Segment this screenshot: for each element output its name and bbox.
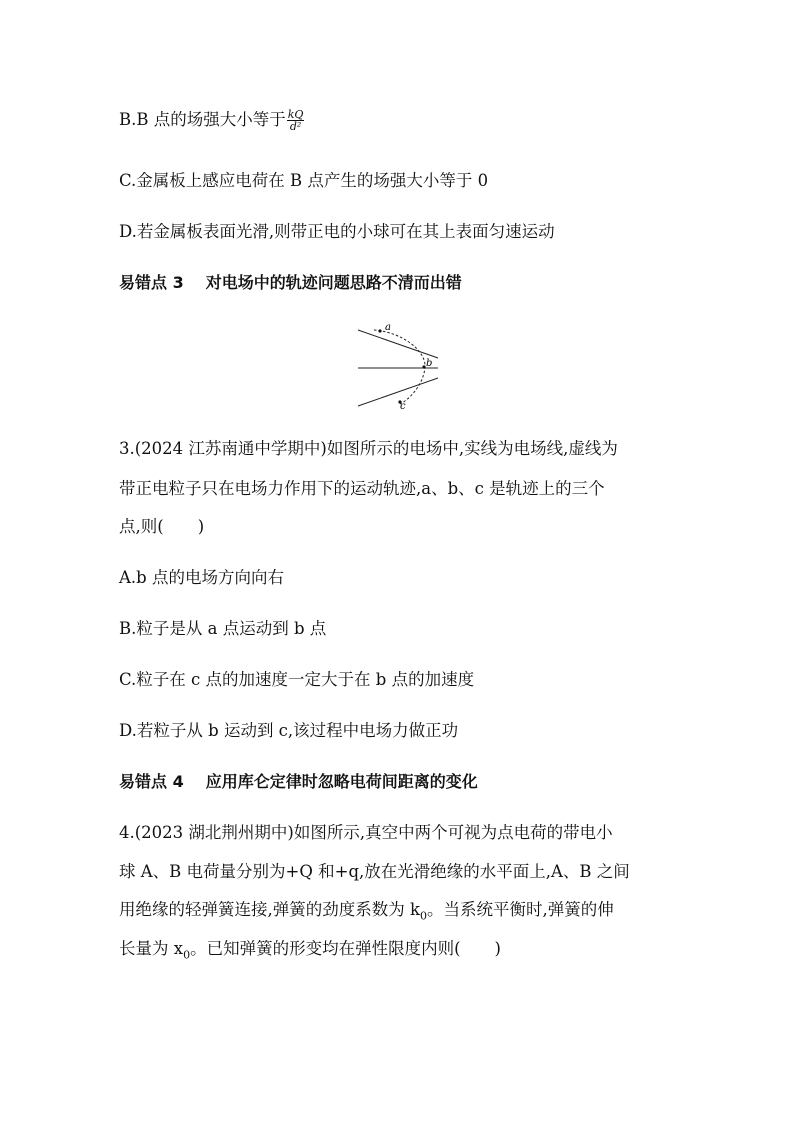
section-4-label: 易错点 4 (119, 772, 184, 791)
q3-line-3-text: 点,则( (119, 517, 164, 536)
q4-line-3-text: 用绝缘的轻弹簧连接,弹簧的劲度系数为 k (119, 900, 420, 919)
field-line-lower (358, 378, 438, 406)
q4-line-2: 球 A、B 电荷量分别为+Q 和+q,放在光滑绝缘的水平面上,A、B 之间 (119, 862, 630, 881)
section-4-title: 应用库仑定律时忽略电荷间距离的变化 (205, 772, 478, 791)
section-3-label: 易错点 3 (119, 273, 184, 292)
trajectory-dashed (374, 330, 425, 404)
q3-option-c: C.粒子在 c 点的加速度一定大于在 b 点的加速度 (119, 670, 475, 689)
section-3-title: 对电场中的轨迹问题思路不清而出错 (205, 273, 462, 292)
q4-line-3-rest: 。当系统平衡时,弹簧的伸 (427, 900, 614, 919)
option-b-prev-text: B.B 点的场强大小等于 (119, 110, 286, 129)
q3-line-2: 带正电粒子只在电场力作用下的运动轨迹,a、b、c 是轨迹上的三个 (119, 479, 605, 498)
q3-line-1: 3.(2024 江苏南通中学期中)如图所示的电场中,实线为电场线,虚线为 (119, 439, 618, 458)
q4-k-subscript: 0 (420, 909, 427, 923)
fraction-denominator: d² (289, 120, 302, 133)
q4-x-subscript: 0 (183, 948, 191, 962)
fraction-numerator: kQ (287, 108, 304, 121)
q3-option-a: A.b 点的电场方向向右 (119, 568, 284, 587)
q3-line-3 (119, 516, 204, 538)
point-c-label: c (400, 401, 406, 410)
point-b-label: b (426, 358, 433, 369)
q4-line-4-rest: 。已知弹簧的形变均在弹性限度内则( (190, 939, 461, 958)
point-a-label: a (385, 322, 391, 333)
q4-line-1: 4.(2023 湖北荆州期中)如图所示,真空中两个可视为点电荷的带电小 (119, 823, 613, 842)
field-line-upper (358, 330, 438, 358)
option-c-prev: C.金属板上感应电荷在 B 点产生的场强大小等于 0 (119, 171, 489, 190)
field-lines-trajectory-figure (356, 322, 442, 410)
point-a-dot (378, 329, 381, 332)
section-4-heading (119, 771, 478, 793)
q3-line-3-close: ) (197, 517, 205, 536)
q4-line-4-text: 长量为 x (119, 939, 184, 958)
section-3-heading (119, 272, 462, 294)
q4-line-4-close: ) (494, 939, 501, 958)
q4-line-3 (119, 899, 614, 927)
option-b-prev (119, 109, 304, 132)
q4-line-4 (119, 938, 501, 966)
q3-option-d: D.若粒子从 b 运动到 c,该过程中电场力做正功 (119, 721, 459, 740)
option-d-prev: D.若金属板表面光滑,则带正电的小球可在其上表面匀速运动 (119, 222, 555, 241)
q3-option-b: B.粒子是从 a 点运动到 b 点 (119, 619, 327, 638)
fraction-kq-d2 (287, 109, 305, 132)
